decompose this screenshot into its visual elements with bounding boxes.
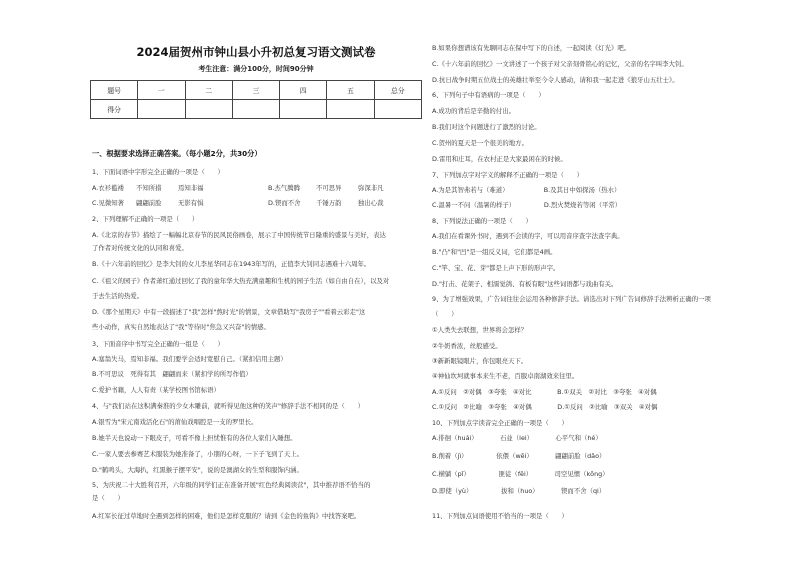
question-line: A.徘徊（huái） 石並（lei） 心平气和（hé） [432, 434, 602, 442]
question-line: D.即使（yù） 拔和（huo） 锲而不舍（qi） [432, 487, 606, 495]
question-line: 9、为了增强效果，广告词往往会运用各种修辞手法。请选出对下列广告词修辞手法辨析正确的一项 [432, 295, 711, 303]
question-line: ②牛奶香浓，丝般感受。 [432, 342, 502, 350]
question-line: C."竿、宝、花、芽"都是上声下形的形声字。 [432, 264, 560, 272]
question-line: D.抗日战争时期五位战士的英雄壮举至今令人感动，请和我一起走进《狼牙山五壮士》。 [432, 76, 679, 84]
q1-option-word: 焉知非福 [178, 184, 204, 192]
exam-title: 2024届贺州市钟山县小升初总复习语文测试卷 [136, 45, 376, 59]
q1-option: C.见微知著 [92, 199, 125, 207]
question-line: 2、下列理解不正确的一项是（ ） [92, 215, 199, 223]
question-line: B.如果你想谱该有先聊同志在保中写下的自述，一起阅读《灯光》吧。 [432, 44, 631, 52]
question-line: 4、与"我们站在这积满秦淮的少女木雕前，就听得见他这种的笑声"修辞手法不相同的是（ ） [92, 402, 364, 410]
question-line: D.雷用和庄耳，在农村正是大家最闲在的时候。 [432, 155, 567, 163]
score-cell [138, 100, 185, 119]
score-cell [327, 100, 374, 119]
q1-option-word: 独出心裁 [358, 199, 384, 207]
question-line: 于去生活的热爱。 [92, 292, 144, 300]
score-row-label: 得分 [91, 100, 138, 119]
q1-option: B.杰气腾腾 [268, 184, 300, 192]
question-line: A.《北京的春节》描绘了一幅幅北京春节的民风民俗画卷，展示了中国传统节日隆重的盛景与美好，表达 [92, 231, 386, 239]
question-line: C.一家人要去参赛艺术服装为她准备了，小朋的心呀，一下子飞到了天上。 [92, 450, 303, 458]
q1-option-word: 无影有惧 [178, 199, 204, 207]
question-line: （ ） [432, 310, 458, 318]
question-line: D."打击、花架子、相濡觉鸽、有板有眼"这些词语都与戏曲有关。 [432, 280, 618, 288]
score-header-cell: 四 [280, 81, 327, 100]
question-line: D.《那个星期天》中有一段描述了"我"怎样"熬时光"的情景，文章借助写"我房子""看着云彩走"这 [92, 308, 366, 316]
q1-option: A.衣衫褴褛 [92, 184, 124, 192]
question-line: A.①反问 ②对偶 ③夸张 ④对比 B.①双关 ②对比 ③夸张 ④对偶 [432, 388, 657, 396]
question-line: C.①反问 ②比喻 ③夸张 ④对偶 D.①反问 ②比喻 ③双关 ④对偶 [432, 403, 658, 411]
question-line: 1、下面词语中字形完全正确的一项是（ ） [92, 168, 224, 176]
question-line: A.塞翁失马，焉知非福。我们要学会适时宽慰自己。（紧扣信用主题） [92, 355, 287, 363]
exam-note: 考生注意：满分100分，时间90分钟 [198, 65, 314, 73]
score-cell [374, 100, 421, 119]
score-table [90, 80, 422, 119]
score-cell [280, 100, 327, 119]
question-line: C.爱护书籍，人人有责（某学校图书馆标语） [92, 386, 220, 394]
question-line: 8、下列说法正确的一项是（ ） [432, 217, 532, 225]
question-line: C.《十六年前的回忆》一文讲述了一个孩子对父亲刻骨铭心的记忆，父亲的名字叫李大钊。 [432, 60, 688, 68]
score-header-cell: 题号 [91, 81, 138, 100]
score-cell [232, 100, 279, 119]
question-line: B.《十六年前的回忆》是李大钊的女儿李星华同志在1943年写的，正值李大钊同志遇难十六周年。 [92, 260, 371, 268]
question-line: B.不可思议 死得有其 翩翩而来（紧扣学的所写作值） [92, 370, 252, 378]
q1-option-word: 千锤万韵 [316, 199, 342, 207]
question-line: C.《祖父的园子》作者萧红通过回忆了我的童年华大热充满童趣和生机的园子生活（如自由自在），以及对 [92, 277, 390, 285]
question-line: A.银雪为"宋元南戏活化石"的莆仙戏唱腔是一支的罗里长。 [92, 418, 258, 426]
question-line: C.温暑一不问（温暑的样子） D.烈火焚烧若等闲（平常） [432, 201, 622, 209]
question-line: 6、下列句子中有语病的一项是（ ） [432, 91, 545, 99]
question-line: B."凸"和"凹"是一组反义词，它们都是4画。 [432, 248, 557, 256]
question-line: ④神仙坎坷就事本来生不老，百服卓南湖效来往里。 [432, 372, 579, 380]
question-line: 10、下列加点字读音完全正确的一项是（ ） [432, 419, 568, 427]
score-header-cell: 一 [138, 81, 185, 100]
question-line: 7、下列加点字对字义的解释不正确的一项是（ ） [432, 171, 584, 179]
question-line: 3、下面音序中书写完全正确的一组是（ ） [92, 340, 224, 348]
question-line: 11、下列加点词语使用不恰当的一项是（ ） [432, 512, 568, 520]
score-table-header-row [91, 81, 422, 100]
question-line: 了作者对传统文化的认同和喜爱。 [92, 244, 188, 252]
question-line: D."鹤鸣头，大海扒，红黑猴子摆平安"，说的是澳湖女的生型和服饰内涵。 [92, 466, 303, 474]
question-line: C.横躺（pǐ） 匪徒（fěi） 司空见惯（kōng） [432, 470, 609, 478]
question-line: 是（ ） [92, 494, 124, 502]
question-line: B.削着（jì） 依偎（wēi） 翩翩前脸（dǎo） [432, 452, 606, 460]
question-line: A.成功的背后是辛勤的付出。 [432, 107, 515, 115]
q1-option-word: 不知所措 [136, 184, 162, 192]
score-header-cell: 五 [327, 81, 374, 100]
question-line: ③新新眼镜眼片，你包眼亮天下。 [432, 357, 528, 365]
score-cell [185, 100, 232, 119]
question-line: B.我们对这个问题进行了激烈的讨论。 [432, 123, 541, 131]
section-heading: 一、根据要求选择正确答案。（每小题2分，共30分） [92, 149, 262, 158]
question-line: A.红军长征过草地时全遇到怎样的困难，他们是怎样克服的？请到《金色的鱼钩》中找答案吧。 [92, 512, 361, 520]
score-header-cell: 总分 [374, 81, 421, 100]
q1-option-word: 弥深非凡 [358, 184, 384, 192]
score-header-cell: 三 [232, 81, 279, 100]
question-line: 些小动作，真实自然地表达了"我"等待时"焦急又兴奋"的情感。 [92, 323, 270, 331]
score-table-score-row [91, 100, 422, 119]
question-line: 5、为庆祝二十大胜利召开，六年级的同学们正在准备开展"红色经典阅读营"，其中推荐语不恰当的 [92, 481, 371, 489]
q1-option: D.锲而不舍 [268, 199, 301, 207]
question-line: ①人类失去联想，世界将会怎样？ [432, 326, 528, 334]
score-header-cell: 二 [185, 81, 232, 100]
question-line: A.我们在看课外书时，遇到不会读的字，可以用音序查字法查字典。 [432, 232, 624, 240]
question-line: C.贺州的夏天是一个很美的地方。 [432, 139, 528, 147]
q1-option-word: 翩翩前脸 [136, 199, 162, 207]
question-line: B.她半天也说动一下眼皮子，可看不像上担忧惟有的各位人家们入睡想。 [92, 434, 297, 442]
question-line: A.为是其智弗若与（难道） B.及其日中如探汤（热水） [432, 186, 621, 194]
q1-option-word: 不可思异 [316, 184, 342, 192]
